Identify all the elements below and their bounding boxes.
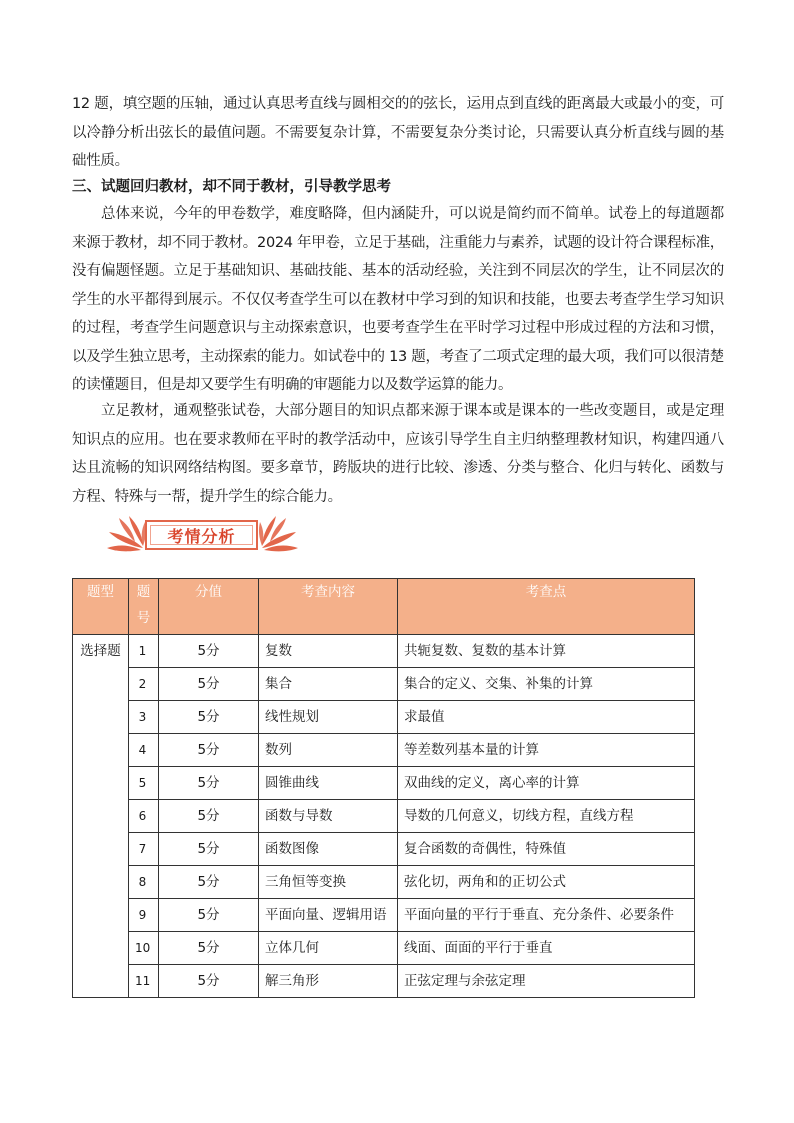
point-cell: 共轭复数、复数的基本计算 [398, 635, 695, 668]
question-num: 3 [129, 701, 159, 734]
content-cell: 立体几何 [259, 932, 398, 965]
table-row [73, 866, 695, 899]
exam-analysis-table [72, 578, 695, 998]
point-cell: 正弦定理与余弦定理 [398, 965, 695, 998]
content-cell: 三角恒等变换 [259, 866, 398, 899]
table-row [73, 965, 695, 998]
section-heading-3: 三、试题回归教材，却不同于教材，引导教学思考 [72, 179, 391, 195]
score-cell: 5分 [159, 866, 259, 899]
content-cell: 圆锥曲线 [259, 767, 398, 800]
table-row [73, 734, 695, 767]
content-cell: 数列 [259, 734, 398, 767]
score-cell: 5分 [159, 899, 259, 932]
table-header-row [73, 579, 695, 635]
question-num: 10 [129, 932, 159, 965]
banner-title-box [145, 520, 258, 550]
score-cell: 5分 [159, 833, 259, 866]
score-cell: 5分 [159, 965, 259, 998]
header-point: 考查点 [398, 579, 695, 635]
score-cell: 5分 [159, 767, 259, 800]
point-cell: 等差数列基本量的计算 [398, 734, 695, 767]
paragraph-overview: 总体来说，今年的甲卷数学，难度略降，但内涵陡升，可以说是简约而不简单。试卷上的每道题都来源于教材，却不同于教材。2024 年甲卷，立足于基础，注重能力与素养，试题的设计符合课程标准，没有偏题怪题。立足于基础知识、基础技能、基本的活动经验，关注到不同层次的学生，让不同层次的学生的水平都得到展示。不仅仅考查学生可以在教材中学习到的知识和技能，也要去考查学生学习知识的过程，考查学生问题意识与主动探索意识，也要考查学生在平时学习过程中形成过程的方法和习惯，以及学生独立思考，主动探索的能力。如试卷中的 13 题，考查了二项式定理的最大项，我们可以很清楚的读懂题目，但是却又要学生有明确的审题能力以及数学运算的能力。 [72, 206, 724, 393]
question-num: 7 [129, 833, 159, 866]
type-cell: 选择题 [73, 635, 129, 998]
question-num: 5 [129, 767, 159, 800]
point-cell: 导数的几何意义，切线方程，直线方程 [398, 800, 695, 833]
question-num: 1 [129, 635, 159, 668]
table-row [73, 668, 695, 701]
point-cell: 平面向量的平行于垂直、充分条件、必要条件 [398, 899, 695, 932]
content-cell: 复数 [259, 635, 398, 668]
paragraph-textbook: 立足教材，通观整张试卷，大部分题目的知识点都来源于课本或是课本的一些改变题目，或是定理知识点的应用。也在要求教师在平时的教学活动中，应该引导学生自主归纳整理教材知识，构建四通八达且流畅的知识网络结构图。要多章节，跨版块的进行比较、渗透、分类与整合、化归与转化、函数与方程、特殊与一帮，提升学生的综合能力。 [72, 403, 724, 505]
score-cell: 5分 [159, 734, 259, 767]
point-cell: 复合函数的奇偶性，特殊值 [398, 833, 695, 866]
table-row [73, 899, 695, 932]
question-num: 6 [129, 800, 159, 833]
question-num: 9 [129, 899, 159, 932]
section-banner [105, 512, 300, 558]
header-score: 分值 [159, 579, 259, 635]
point-cell: 弦化切，两角和的正切公式 [398, 866, 695, 899]
question-num: 11 [129, 965, 159, 998]
point-cell: 线面、面面的平行于垂直 [398, 932, 695, 965]
content-cell: 函数图像 [259, 833, 398, 866]
score-cell: 5分 [159, 800, 259, 833]
question-num: 4 [129, 734, 159, 767]
content-cell: 平面向量、逻辑用语 [259, 899, 398, 932]
banner-title: 考情分析 [167, 526, 236, 546]
table-row [73, 635, 695, 668]
table-row [73, 833, 695, 866]
score-cell: 5分 [159, 668, 259, 701]
score-cell: 5分 [159, 635, 259, 668]
content-cell: 集合 [259, 668, 398, 701]
question-num: 2 [129, 668, 159, 701]
content-cell: 解三角形 [259, 965, 398, 998]
table-row [73, 767, 695, 800]
point-cell: 集合的定义、交集、补集的计算 [398, 668, 695, 701]
header-content: 考查内容 [259, 579, 398, 635]
header-type: 题型 [73, 579, 129, 635]
content-cell: 函数与导数 [259, 800, 398, 833]
paragraph-question-12: 12 题，填空题的压轴，通过认真思考直线与圆相交的的弦长，运用点到直线的距离最大或最小的变，可以冷静分析出弦长的最值问题。不需要复杂计算，不需要复杂分类讨论，只需要认真分析直线与圆的基础性质。 [72, 96, 724, 169]
point-cell: 双曲线的定义，离心率的计算 [398, 767, 695, 800]
point-cell: 求最值 [398, 701, 695, 734]
score-cell: 5分 [159, 932, 259, 965]
table-row [73, 701, 695, 734]
table-row [73, 932, 695, 965]
table-row [73, 800, 695, 833]
table-body [73, 635, 695, 998]
content-cell: 线性规划 [259, 701, 398, 734]
header-num: 题号 [129, 579, 159, 635]
question-num: 8 [129, 866, 159, 899]
score-cell: 5分 [159, 701, 259, 734]
